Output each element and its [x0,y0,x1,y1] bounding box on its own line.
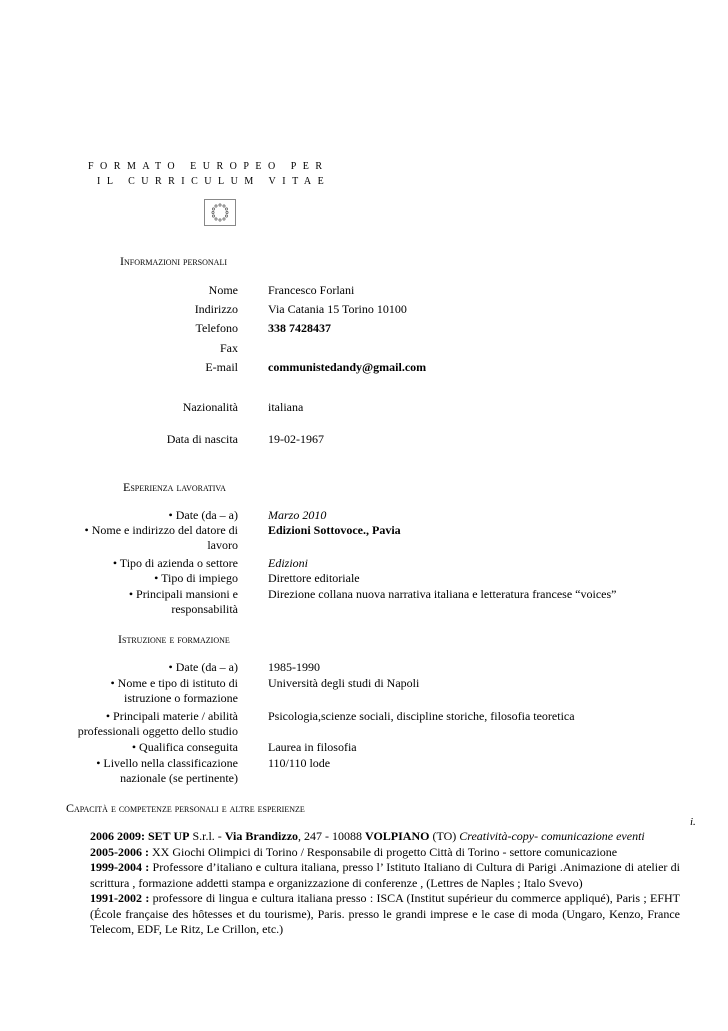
label-telefono: Telefono [195,321,238,335]
label-work-impiego: • Tipo di impiego [154,571,238,585]
section-education-title: Istruzione e formazione [118,632,230,646]
label-edu-livello [0,756,238,786]
label-nazionalita: Nazionalità [182,400,238,414]
section-skills-title: Capacità e competenze personali e altre esperienze [66,801,305,815]
value-edu-livello: 110/110 lode [268,756,331,770]
value-work-impiego: Direttore editoriale [268,571,360,585]
label-work-datore [0,523,238,553]
eu-flag-icon [204,199,236,226]
label-email: E-mail [205,360,238,374]
value-edu-materie: Psicologia,scienze sociali, discipline storiche, filosofia teoretica [268,709,575,723]
label-work-mansioni-line2: responsabilità [171,602,238,616]
label-edu-materie-line1: • Principali materie / abilità [105,709,238,723]
label-fax: Fax [220,341,238,355]
cv-header-line-2: IL CURRICULUM VITAE [97,176,331,187]
label-work-date: • Date (da – a) [168,508,238,522]
value-nascita: 19-02-1967 [268,432,324,446]
label-edu-qualifica: • Qualifica conseguita [131,740,238,754]
value-work-date: Marzo 2010 [268,508,327,522]
experience-paragraph [90,829,680,938]
value-nome: Francesco Forlani [268,283,355,297]
label-edu-materie [0,709,238,739]
label-work-mansioni [0,587,238,617]
label-edu-date: • Date (da – a) [168,660,238,674]
value-indirizzo: Via Catania 15 Torino 10100 [268,302,407,316]
label-edu-istituto [0,676,238,706]
label-work-datore-line1: • Nome e indirizzo del datore di [84,523,238,537]
experience-item-1991: 1991-2002 : professore di lingua e cultura italiana presso : ISCA (Institut supérieur du commerce appliqué), Paris ; EFHT (École française des hôtesses et du tourisme), Paris. presso le grandi imprese e le case di moda (Ungaro, Kenzo, France Telecom, EDF, Le Ritz, Le Crillon, etc.) [90,891,680,936]
value-email: communistedandy@gmail.com [268,360,427,374]
label-work-datore-line2: lavoro [207,538,238,552]
cv-header-line-1: FORMATO EUROPEO PER [88,161,329,172]
value-nazionalita: italiana [268,400,304,414]
value-edu-qualifica: Laurea in filosofia [268,740,357,754]
label-nome: Nome [208,283,238,297]
value-edu-istituto: Università degli studi di Napoli [268,676,420,690]
label-edu-materie-line2: professionali oggetto dello studio [77,724,238,738]
label-nascita: Data di nascita [166,432,238,446]
label-edu-livello-line2: nazionale (se pertinente) [120,771,238,785]
value-work-mansioni: Direzione collana nuova narrativa italiana e letteratura francese “voices” [268,587,617,601]
list-marker: i. [690,816,696,828]
experience-item-2006: 2006 2009: SET UP S.r.l. - Via Brandizzo, 247 - 10088 VOLPIANO (TO) Creatività-copy- comunicazione eventi [90,829,645,843]
value-work-datore: Edizioni Sottovoce., Pavia [268,523,401,537]
experience-item-1999: 1999-2004 : Professore d’italiano e cultura italiana, presso l’ Istituto Italiano di Cultura di Parigi .Animazione di atelier di scrittura , formazione addetti stampa e organizzazione di conferenze , (Lettres de Naples ; Italo Svevo) [90,860,680,890]
label-edu-livello-line1: • Livello nella classificazione [96,756,238,770]
value-telefono: 338 7428437 [268,321,331,335]
label-work-azienda: • Tipo di azienda o settore [112,556,238,570]
experience-item-2005: 2005-2006 : XX Giochi Olimpici di Torino / Responsabile di progetto Città di Torino - settore comunicazione [90,844,618,859]
section-personal-title: Informazioni personali [120,254,227,268]
label-work-mansioni-line1: • Principali mansioni e [128,587,238,601]
label-edu-istituto-line2: istruzione o formazione [124,691,238,705]
value-edu-date: 1985-1990 [268,660,320,674]
label-indirizzo: Indirizzo [194,302,238,316]
label-edu-istituto-line1: • Nome e tipo di istituto di [110,676,238,690]
section-work-title: Esperienza lavorativa [123,480,226,494]
value-work-azienda: Edizioni [268,556,309,570]
